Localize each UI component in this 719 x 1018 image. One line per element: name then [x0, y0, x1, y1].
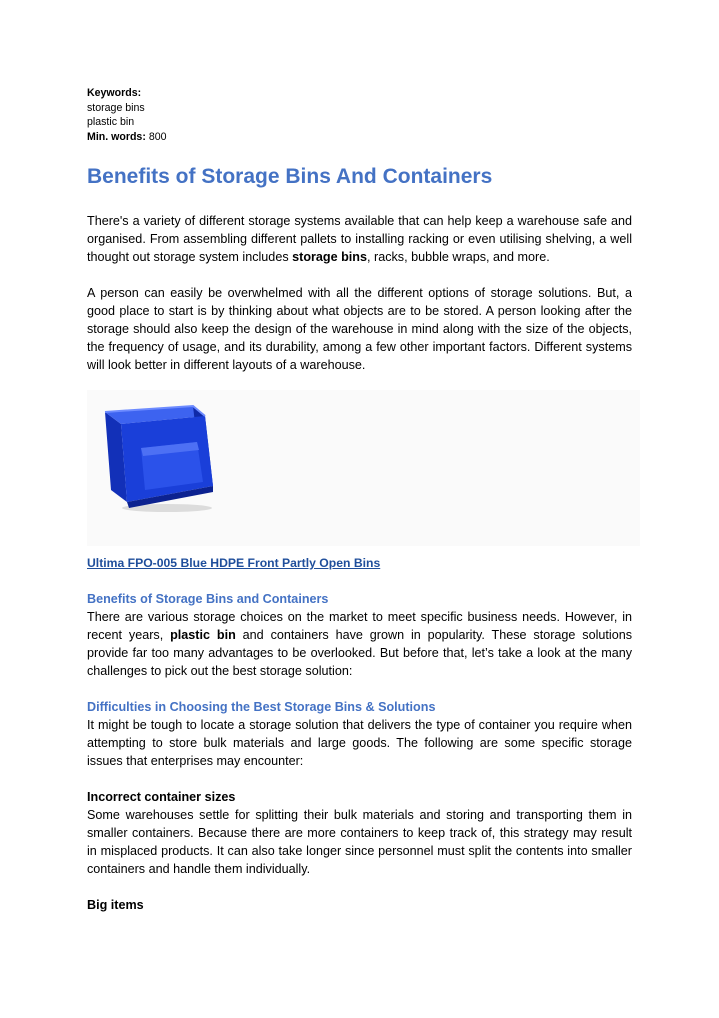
keyword-item: plastic bin [87, 116, 135, 128]
section-paragraph-incorrect-sizes: Some warehouses settle for splitting their bulk materials and storing and transporting them in smaller containers. Because there are more containers to keep track of, this strategy may result in misplaced products. It can also take longer since personnel must split the contents into smaller containers and handle them individually. [87, 808, 632, 876]
keywords-label: Keywords: [87, 87, 142, 99]
meta-block [87, 86, 632, 144]
keyword-item: storage bins [87, 101, 145, 114]
intro-paragraph-1: There's a variety of different storage systems available that can help keep a warehouse safe and organised. From assembling different pallets to installing racking or even utilising shelving, a well thought out storage system includes storage bins, racks, bubble wraps, and more. [87, 214, 632, 264]
section-heading-incorrect-sizes: Incorrect container sizes [87, 790, 236, 804]
intro-paragraph-2: A person can easily be overwhelmed with all the different options of storage solutions. But, a good place to start is by thinking about what objects are to be stored. A person looking after the storage should also keep the design of the warehouse in mind along with the size of the objects, the frequency of usage, and its durability, among a few other important factors. Different systems will look better in different layouts of a warehouse. [87, 286, 632, 372]
min-words-label: Min. words: [87, 130, 146, 143]
section-heading-difficulties: Difficulties in Choosing the Best Storage Bins & Solutions [87, 700, 436, 714]
blue-storage-bin-icon [97, 404, 237, 514]
section-paragraph-difficulties: It might be tough to locate a storage solution that delivers the type of container you require when attempting to store bulk materials and large goods. The following are some specific storage issues that enterprises may encounter: [87, 718, 632, 768]
section-heading-benefits: Benefits of Storage Bins and Containers [87, 592, 329, 606]
product-image [87, 390, 640, 546]
document-content [87, 86, 632, 914]
section-heading-big-items: Big items [87, 898, 144, 912]
section-paragraph-benefits: There are various storage choices on the market to meet specific business needs. However, in recent years, plastic bin and containers have grown in popularity. These storage solutions provide far too many advantages to be overlooked. But before that, let’s take a look at the many challenges to pick out the best storage solution: [87, 610, 633, 678]
product-link[interactable]: Ultima FPO-005 Blue HDPE Front Partly Open Bins [87, 556, 381, 570]
min-words-value: 800 [148, 130, 167, 143]
page-title: Benefits of Storage Bins And Containers [87, 165, 493, 188]
